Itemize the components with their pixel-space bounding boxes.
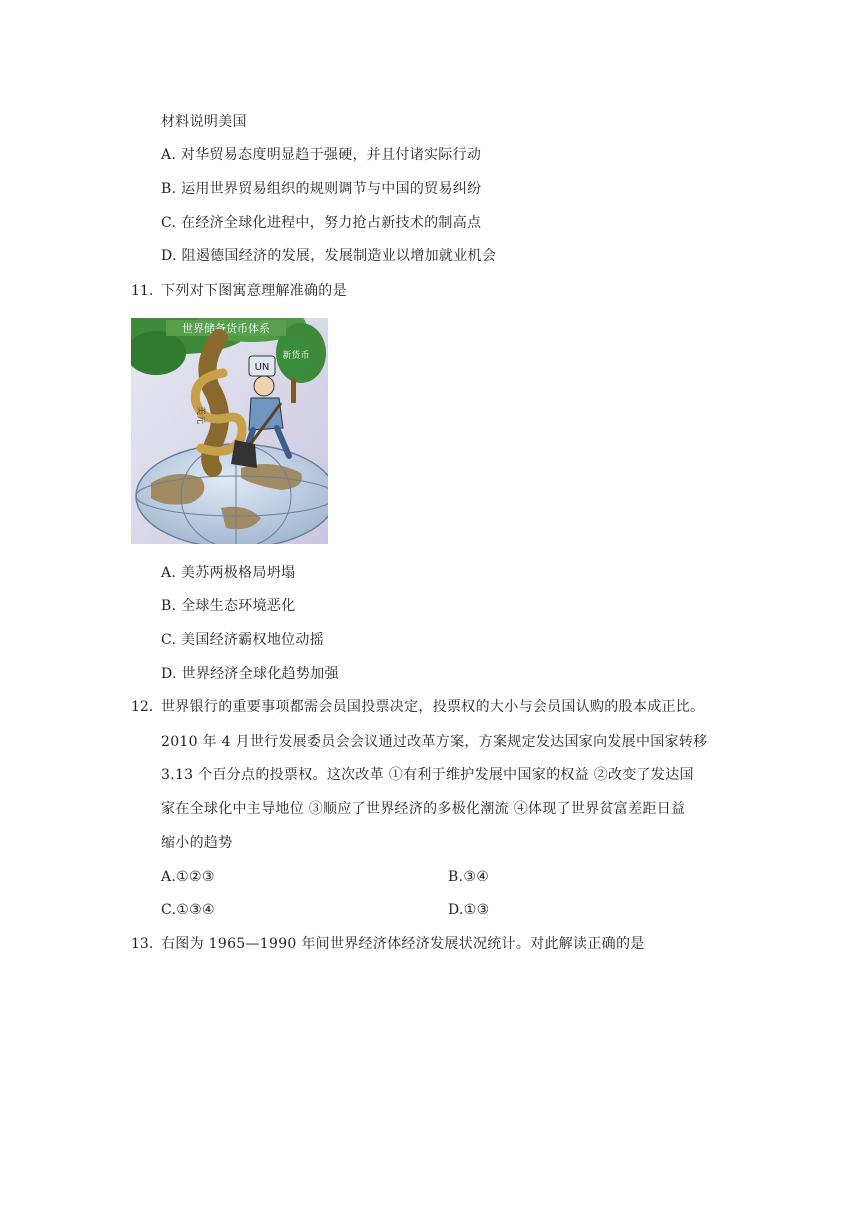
q11-option-d: D. 世界经济全球化趋势加强 [161, 666, 339, 682]
q11-stem: 下列对下图寓意理解准确的是 [161, 283, 347, 299]
q13-number: 13. [131, 936, 154, 952]
q12-stem-line-5: 缩小的趋势 [161, 835, 233, 851]
q12-stem-line-3: 3.13 个百分点的投票权。这次改革 ①有利于维护发展中国家的权益 ②改变了发达国 [161, 767, 694, 783]
q11-option-a: A. 美苏两极格局坍塌 [161, 565, 296, 581]
q12-stem-line-2: 2010 年 4 月世行发展委员会会议通过改革方案，方案规定发达国家向发展中国家转移 [161, 734, 708, 750]
cartoon-dollar-label: 美元 [195, 406, 205, 425]
q10-option-d: D. 阻遏德国经济的发展，发展制造业以增加就业机会 [161, 248, 497, 264]
q12-stem-line-1: 世界银行的重要事项都需会员国投票决定，投票权的大小与会员国认购的股本成正比。 [161, 699, 705, 715]
q10-stem-tail: 材料说明美国 [161, 114, 247, 130]
q11-number: 11. [131, 283, 154, 299]
q12-number: 12. [131, 699, 154, 715]
q10-option-a: A. 对华贸易态度明显趋于强硬，并且付诸实际行动 [161, 147, 482, 163]
cartoon-figure-label: UN [254, 362, 270, 373]
q12-option-a: A.①②③ [161, 869, 215, 885]
q10-option-b: B. 运用世界贸易组织的规则调节与中国的贸易纠纷 [161, 181, 482, 197]
cartoon-tree-label: 新货币 [282, 351, 310, 361]
q12-option-b: B.③④ [448, 869, 490, 885]
q12-stem-line-4: 家在全球化中主导地位 ③顺应了世界经济的多极化潮流 ④体现了世界贫富差距日益 [161, 801, 686, 817]
q12-option-d: D.①③ [448, 902, 490, 918]
q13-stem: 右图为 1965—1990 年间世界经济体经济发展状况统计。对此解读正确的是 [161, 936, 645, 952]
q12-option-c: C.①③④ [161, 902, 215, 918]
cartoon-image [131, 318, 328, 544]
q11-option-b: B. 全球生态环境恶化 [161, 598, 296, 614]
cartoon-top-label: 世界储备货币体系 [182, 322, 270, 335]
q10-option-c: C. 在经济全球化进程中，努力抢占新技术的制高点 [161, 215, 482, 231]
q11-option-c: C. 美国经济霸权地位动摇 [161, 632, 325, 648]
